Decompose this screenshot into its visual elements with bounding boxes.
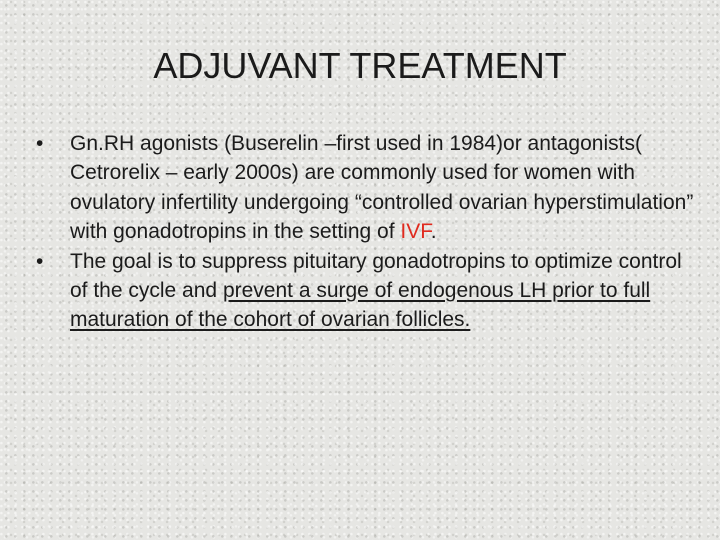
bullet-item-goal: [34, 247, 694, 335]
bullet-marker: •: [36, 249, 44, 273]
bullet-text-end: .: [430, 220, 437, 244]
bullet-text: The goal is to suppress pituitary gonadotropins to optimize control of the cycle and: [70, 249, 682, 303]
bullet-marker: •: [36, 132, 44, 155]
bullet-item-gnrh: [34, 129, 694, 247]
bullet-text: Gn.RH agonists (Buserelin –first used in 1984)or antagonists( Cetrorelix – early 2000s) are commonly used for women with ovulatory infertility undergoing “controlled ovarian hyperstimulation” with gonadotropins in the setting of: [70, 132, 694, 244]
slide-title: ADJUVANT TREATMENT: [153, 45, 567, 86]
ivf-highlight: IVF: [400, 220, 431, 244]
bullet-list: [34, 129, 694, 335]
underlined-text: prevent a surge of endogenous LH prior to full maturation of the cohort of ovarian follicles.: [70, 279, 651, 332]
